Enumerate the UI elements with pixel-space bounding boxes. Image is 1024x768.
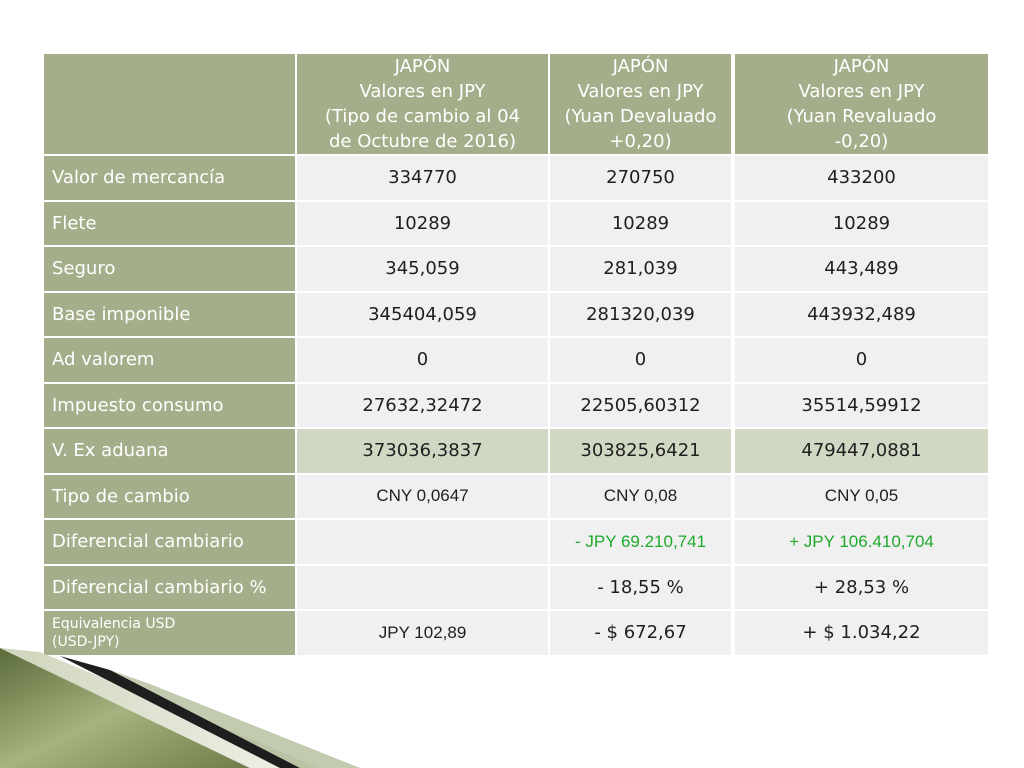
comparison-table: [44, 54, 988, 657]
header-line: JAPÓN: [394, 56, 451, 77]
value-cell: + $ 1.034,22: [735, 611, 988, 657]
header-line: +0,20): [609, 131, 672, 152]
value-cell: - JPY 69.210,741: [550, 520, 735, 566]
value-cell: 303825,6421: [550, 429, 735, 475]
value-cell: [297, 520, 550, 566]
row-label: V. Ex aduana: [44, 429, 297, 475]
value-cell: [297, 566, 550, 612]
row-label: Base imponible: [44, 293, 297, 339]
value-cell: 433200: [735, 156, 988, 202]
header-line: JAPÓN: [612, 56, 669, 77]
value-cell: 270750: [550, 156, 735, 202]
header-empty-cell: [44, 54, 297, 156]
value-cell: 0: [297, 338, 550, 384]
row-label: Tipo de cambio: [44, 475, 297, 521]
value-cell: 10289: [297, 202, 550, 248]
value-cell: 10289: [550, 202, 735, 248]
value-cell: 10289: [735, 202, 988, 248]
row-label: Ad valorem: [44, 338, 297, 384]
table-row: [44, 429, 988, 475]
table-row: [44, 338, 988, 384]
value-cell: - $ 672,67: [550, 611, 735, 657]
value-cell: 35514,59912: [735, 384, 988, 430]
header-line: de Octubre de 2016): [328, 131, 517, 152]
value-cell: 0: [550, 338, 735, 384]
table-row: [44, 384, 988, 430]
header-base-rate: [297, 54, 550, 156]
value-cell: 334770: [297, 156, 550, 202]
table-row: [44, 566, 988, 612]
row-label-line: Equivalencia USD: [52, 615, 176, 632]
row-label: Diferencial cambiario: [44, 520, 297, 566]
header-line: (Yuan Devaluado: [564, 106, 717, 127]
header-line: Valores en JPY: [577, 81, 704, 102]
value-cell: 22505,60312: [550, 384, 735, 430]
value-cell: + 28,53 %: [735, 566, 988, 612]
header-line: JAPÓN: [833, 56, 890, 77]
row-label: Diferencial cambiario %: [44, 566, 297, 612]
value-cell: 345,059: [297, 247, 550, 293]
row-label: Valor de mercancía: [44, 156, 297, 202]
row-label: Flete: [44, 202, 297, 248]
value-cell: 443932,489: [735, 293, 988, 339]
value-cell: CNY 0,05: [735, 475, 988, 521]
value-cell: 281,039: [550, 247, 735, 293]
header-line: Valores en JPY: [798, 81, 925, 102]
table-row: [44, 156, 988, 202]
table-row: [44, 475, 988, 521]
row-label: Impuesto consumo: [44, 384, 297, 430]
value-cell: CNY 0,08: [550, 475, 735, 521]
value-cell: 281320,039: [550, 293, 735, 339]
value-cell: CNY 0,0647: [297, 475, 550, 521]
value-cell: JPY 102,89: [297, 611, 550, 657]
value-cell: 0: [735, 338, 988, 384]
header-line: (Yuan Revaluado: [786, 106, 937, 127]
header-revalued: [735, 54, 988, 156]
table-row: [44, 202, 988, 248]
value-cell: - 18,55 %: [550, 566, 735, 612]
table-header-row: [44, 54, 988, 156]
header-line: (Tipo de cambio al 04: [324, 106, 521, 127]
value-cell: 27632,32472: [297, 384, 550, 430]
row-label-line: (USD-JPY): [52, 633, 120, 650]
header-line: -0,20): [834, 131, 889, 152]
decorative-swoosh: [0, 640, 420, 768]
table-row: [44, 293, 988, 339]
header-line: Valores en JPY: [359, 81, 486, 102]
table-row: [44, 520, 988, 566]
row-label: Seguro: [44, 247, 297, 293]
value-cell: + JPY 106.410,704: [735, 520, 988, 566]
value-cell: 345404,059: [297, 293, 550, 339]
table-row: [44, 247, 988, 293]
value-cell: 479447,0881: [735, 429, 988, 475]
header-devalued: [550, 54, 735, 156]
value-cell: 373036,3837: [297, 429, 550, 475]
value-cell: 443,489: [735, 247, 988, 293]
